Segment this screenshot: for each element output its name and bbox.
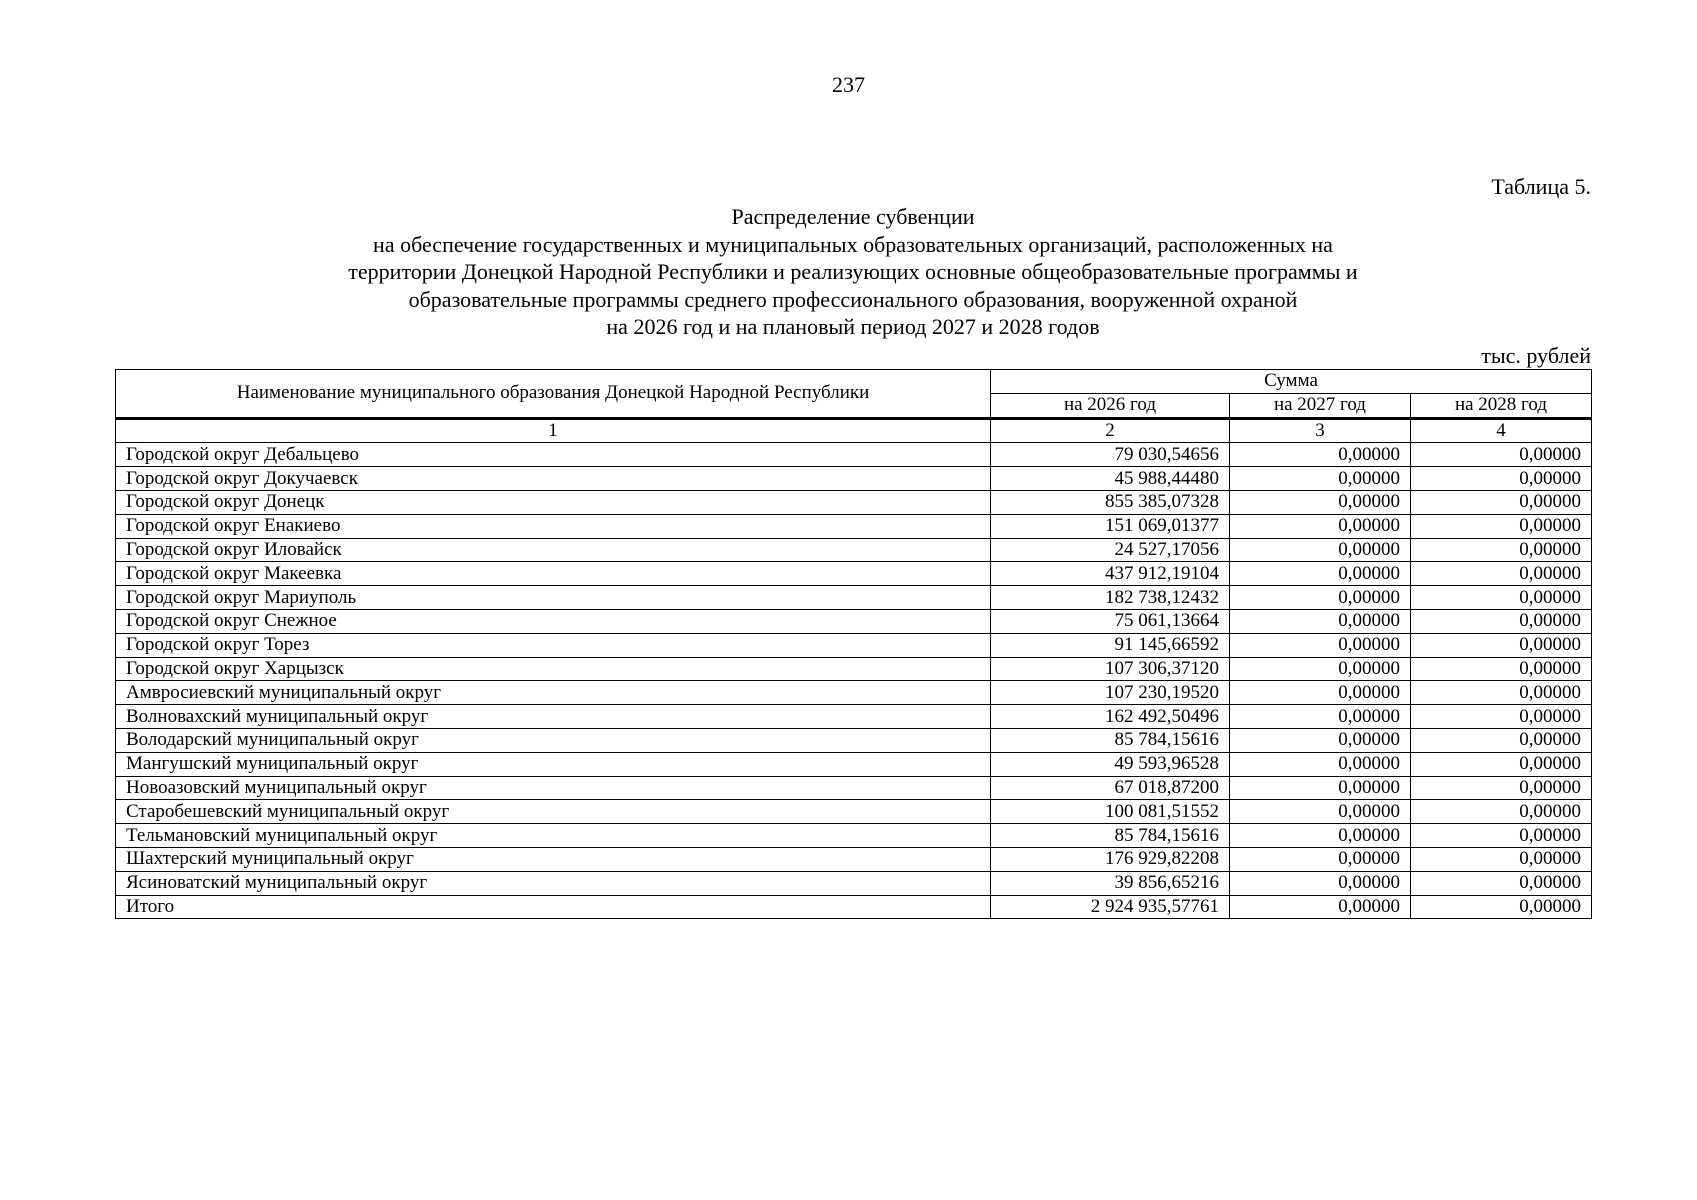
amount-2028: 0,00000 (1410, 490, 1591, 514)
amount-2027: 0,00000 (1229, 562, 1410, 586)
municipality-name: Городской округ Донецк (116, 490, 991, 514)
municipality-name: Володарский муниципальный округ (116, 728, 991, 752)
amount-2027: 0,00000 (1229, 467, 1410, 491)
amount-2028: 0,00000 (1410, 657, 1591, 681)
amount-2026: 49 593,96528 (991, 752, 1230, 776)
amount-2027: 0,00000 (1229, 633, 1410, 657)
title-line: на 2026 год и на плановый период 2027 и 2028 годов (606, 314, 1100, 340)
amount-2027: 0,00000 (1229, 752, 1410, 776)
table-row (116, 586, 1592, 610)
table-row (116, 728, 1592, 752)
amount-2027: 0,00000 (1229, 847, 1410, 871)
amount-2027: 0,00000 (1229, 538, 1410, 562)
amount-2026: 75 061,13664 (991, 609, 1230, 633)
table-row (116, 847, 1592, 871)
amount-2027: 0,00000 (1229, 824, 1410, 848)
municipality-name: Городской округ Торез (116, 633, 991, 657)
amount-2026: 39 856,65216 (991, 871, 1230, 895)
municipality-name: Мангушский муниципальный округ (116, 752, 991, 776)
amount-2027: 0,00000 (1229, 871, 1410, 895)
header-sum: Сумма (991, 370, 1592, 394)
table-row (116, 633, 1592, 657)
column-number: 2 (991, 418, 1230, 443)
amount-2026: 79 030,54656 (991, 443, 1230, 467)
page-number: 237 (832, 72, 865, 97)
amount-2028: 0,00000 (1410, 586, 1591, 610)
municipality-name: Амвросиевский муниципальный округ (116, 681, 991, 705)
amount-2027: 0,00000 (1229, 514, 1410, 538)
table-body (116, 443, 1592, 919)
amount-2026: 176 929,82208 (991, 847, 1230, 871)
amount-2027: 0,00000 (1229, 800, 1410, 824)
municipality-name: Тельмановский муниципальный округ (116, 824, 991, 848)
amount-2027: 0,00000 (1229, 895, 1410, 919)
amount-2026: 85 784,15616 (991, 824, 1230, 848)
column-number: 1 (116, 418, 991, 443)
amount-2027: 0,00000 (1229, 657, 1410, 681)
municipality-name: Итого (116, 895, 991, 919)
amount-2026: 151 069,01377 (991, 514, 1230, 538)
amount-2026: 45 988,44480 (991, 467, 1230, 491)
amount-2028: 0,00000 (1410, 800, 1591, 824)
amount-2026: 162 492,50496 (991, 705, 1230, 729)
amount-2027: 0,00000 (1229, 586, 1410, 610)
municipality-name: Городской округ Снежное (116, 609, 991, 633)
table-row (116, 514, 1592, 538)
municipality-name: Городской округ Иловайск (116, 538, 991, 562)
table-row (116, 800, 1592, 824)
title-line: Распределение субвенции (731, 204, 975, 229)
amount-2028: 0,00000 (1410, 824, 1591, 848)
amount-2028: 0,00000 (1410, 871, 1591, 895)
units-label: тыс. рублей (1481, 343, 1591, 368)
title-line: территории Донецкой Народной Республики и реализующих основные общеобразовательные программы и (348, 259, 1358, 285)
table-row (116, 871, 1592, 895)
amount-2026: 91 145,66592 (991, 633, 1230, 657)
amount-2028: 0,00000 (1410, 538, 1591, 562)
amount-2028: 0,00000 (1410, 609, 1591, 633)
amount-2026: 855 385,07328 (991, 490, 1230, 514)
column-number: 3 (1229, 418, 1410, 443)
municipality-name: Городской округ Макеевка (116, 562, 991, 586)
table-row (116, 776, 1592, 800)
amount-2026: 2 924 935,57761 (991, 895, 1230, 919)
table-row (116, 443, 1592, 467)
table-row (116, 824, 1592, 848)
amount-2027: 0,00000 (1229, 681, 1410, 705)
total-row (116, 895, 1592, 919)
amount-2028: 0,00000 (1410, 776, 1591, 800)
amount-2028: 0,00000 (1410, 705, 1591, 729)
amount-2028: 0,00000 (1410, 847, 1591, 871)
table-row (116, 490, 1592, 514)
municipality-name: Старобешевский муниципальный округ (116, 800, 991, 824)
header-2028: на 2028 год (1410, 393, 1591, 418)
municipality-name: Ясиноватский муниципальный округ (116, 871, 991, 895)
amount-2026: 67 018,87200 (991, 776, 1230, 800)
table-label: Таблица 5. (1491, 174, 1591, 199)
amount-2028: 0,00000 (1410, 562, 1591, 586)
municipality-name: Городской округ Енакиево (116, 514, 991, 538)
municipality-name: Городской округ Докучаевск (116, 467, 991, 491)
table-row (116, 467, 1592, 491)
amount-2028: 0,00000 (1410, 514, 1591, 538)
table-row (116, 538, 1592, 562)
amount-2027: 0,00000 (1229, 490, 1410, 514)
header-2027: на 2027 год (1229, 393, 1410, 418)
municipality-name: Шахтерский муниципальный округ (116, 847, 991, 871)
amount-2026: 85 784,15616 (991, 728, 1230, 752)
amount-2026: 107 230,19520 (991, 681, 1230, 705)
document-title (115, 203, 1591, 341)
amount-2028: 0,00000 (1410, 443, 1591, 467)
table-row (116, 562, 1592, 586)
table-row (116, 657, 1592, 681)
amount-2027: 0,00000 (1229, 609, 1410, 633)
table-row (116, 681, 1592, 705)
amount-2028: 0,00000 (1410, 633, 1591, 657)
amount-2026: 107 306,37120 (991, 657, 1230, 681)
header-2026: на 2026 год (991, 393, 1230, 418)
amount-2028: 0,00000 (1410, 752, 1591, 776)
municipality-name: Новоазовский муниципальный округ (116, 776, 991, 800)
table-row (116, 609, 1592, 633)
amount-2026: 100 081,51552 (991, 800, 1230, 824)
header-name: Наименование муниципального образования Донецкой Народной Республики (116, 370, 991, 419)
amount-2026: 24 527,17056 (991, 538, 1230, 562)
municipality-name: Волновахский муниципальный округ (116, 705, 991, 729)
amount-2028: 0,00000 (1410, 728, 1591, 752)
municipality-name: Городской округ Дебальцево (116, 443, 991, 467)
column-number: 4 (1410, 418, 1591, 443)
municipality-name: Городской округ Мариуполь (116, 586, 991, 610)
amount-2028: 0,00000 (1410, 681, 1591, 705)
title-line: на обеспечение государственных и муниципальных образовательных организаций, расположенных на (373, 231, 1333, 257)
amount-2028: 0,00000 (1410, 895, 1591, 919)
amount-2027: 0,00000 (1229, 705, 1410, 729)
amount-2027: 0,00000 (1229, 728, 1410, 752)
amount-2026: 182 738,12432 (991, 586, 1230, 610)
table-row (116, 752, 1592, 776)
subvention-table (115, 369, 1592, 919)
amount-2026: 437 912,19104 (991, 562, 1230, 586)
amount-2027: 0,00000 (1229, 443, 1410, 467)
amount-2028: 0,00000 (1410, 467, 1591, 491)
amount-2027: 0,00000 (1229, 776, 1410, 800)
table-row (116, 705, 1592, 729)
title-line: образовательные программы среднего профессионального образования, вооруженной охраной (408, 286, 1298, 312)
municipality-name: Городской округ Харцызск (116, 657, 991, 681)
